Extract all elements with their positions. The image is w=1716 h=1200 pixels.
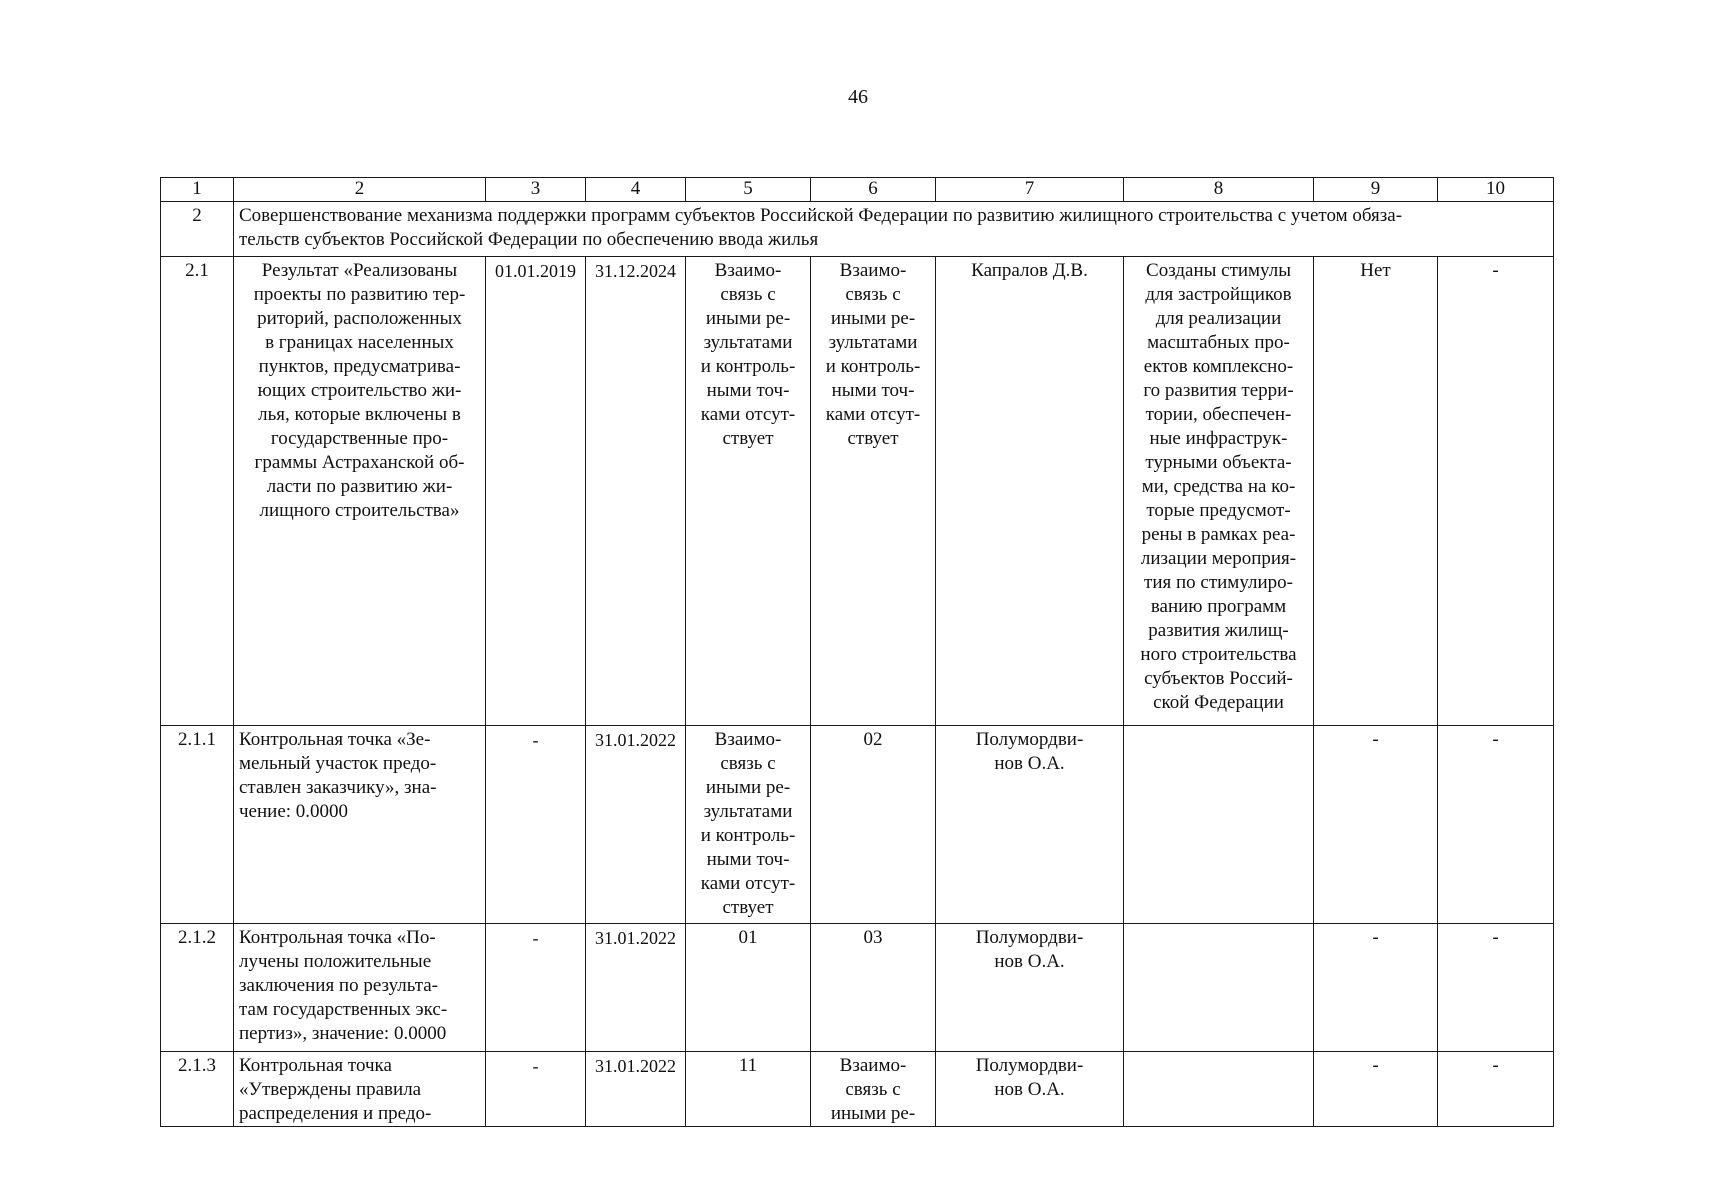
start-date: - [486,726,586,924]
end-date: 31.01.2022 [586,924,686,1052]
column-number-row [161,178,1554,202]
result-description [1124,1052,1314,1127]
column-9-value: - [1314,924,1438,1052]
column-number: 10 [1438,178,1554,202]
table-row [161,924,1554,1052]
successor: 03 [811,924,936,1052]
column-number: 5 [686,178,811,202]
predecessor: 01 [686,924,811,1052]
column-number: 7 [936,178,1124,202]
page-number: 46 [848,86,868,108]
column-number: 9 [1314,178,1438,202]
result-description: Созданы стимулы для застройщиков для реализации масштабных про- ектов комплексно- го развития терри- тории, обеспечен- ные инфраструк- турными объекта- ми, средства на ко- торые предусмот- рены в рамках реа- лизации мероприя- тия по стимулиро- ванию программ развития жилищ- ного строительства субъектов Россий- ской Федерации [1124,257,1314,726]
successor: 02 [811,726,936,924]
column-9-value: Нет [1314,257,1438,726]
row-name: Контрольная точка «По- лучены положительные заключения по результа- там государственных экс- пертиз», значение: 0.0000 [234,924,486,1052]
row-name: Контрольная точка «Утверждены правила распределения и предо- [234,1052,486,1127]
start-date: - [486,1052,586,1127]
column-9-value: - [1314,726,1438,924]
result-description [1124,924,1314,1052]
responsible: Полумордви- нов О.А. [936,1052,1124,1127]
row-number: 2.1.1 [161,726,234,924]
column-10-value: - [1438,726,1554,924]
row-number: 2.1.3 [161,1052,234,1127]
row-number: 2.1 [161,257,234,726]
end-date: 31.12.2024 [586,257,686,726]
table-row [161,1052,1554,1127]
column-number: 2 [234,178,486,202]
table-row [161,257,1554,726]
column-10-value: - [1438,257,1554,726]
successor: Взаимо- связь с иными ре- [811,1052,936,1127]
result-description [1124,726,1314,924]
predecessor: Взаимо- связь с иными ре- зультатами и контроль- ными точ- ками отсут- ствует [686,257,811,726]
responsible: Полумордви- нов О.А. [936,726,1124,924]
end-date: 31.01.2022 [586,1052,686,1127]
column-10-value: - [1438,924,1554,1052]
column-10-value: - [1438,1052,1554,1127]
row-name: Результат «Реализованы проекты по развитию тер- риторий, расположенных в границах населенных пунктов, предусматрива- ющих строительство жи- лья, которые включены в государственные про- граммы Астраханской об- ласти по развитию жи- лищного строительства» [234,257,486,726]
column-9-value: - [1314,1052,1438,1127]
successor: Взаимо- связь с иными ре- зультатами и контроль- ными точ- ками отсут- ствует [811,257,936,726]
predecessor: Взаимо- связь с иными ре- зультатами и контроль- ными точ- ками отсут- ствует [686,726,811,924]
end-date: 31.01.2022 [586,726,686,924]
section-row [161,202,1554,257]
column-number: 8 [1124,178,1314,202]
plan-table [160,177,1554,1127]
start-date: 01.01.2019 [486,257,586,726]
start-date: - [486,924,586,1052]
responsible: Капралов Д.В. [936,257,1124,726]
row-name: Контрольная точка «Зе- мельный участок предо- ставлен заказчику», зна- чение: 0.0000 [234,726,486,924]
section-number: 2 [161,202,234,257]
column-number: 4 [586,178,686,202]
predecessor: 11 [686,1052,811,1127]
table-row [161,726,1554,924]
row-number: 2.1.2 [161,924,234,1052]
column-number: 1 [161,178,234,202]
column-number: 6 [811,178,936,202]
column-number: 3 [486,178,586,202]
responsible: Полумордви- нов О.А. [936,924,1124,1052]
section-title: Совершенствование механизма поддержки программ субъектов Российской Федерации по развитию жилищного строительства с учетом обяза- тельств субъектов Российской Федерации по обеспечению ввода жилья [234,202,1554,257]
